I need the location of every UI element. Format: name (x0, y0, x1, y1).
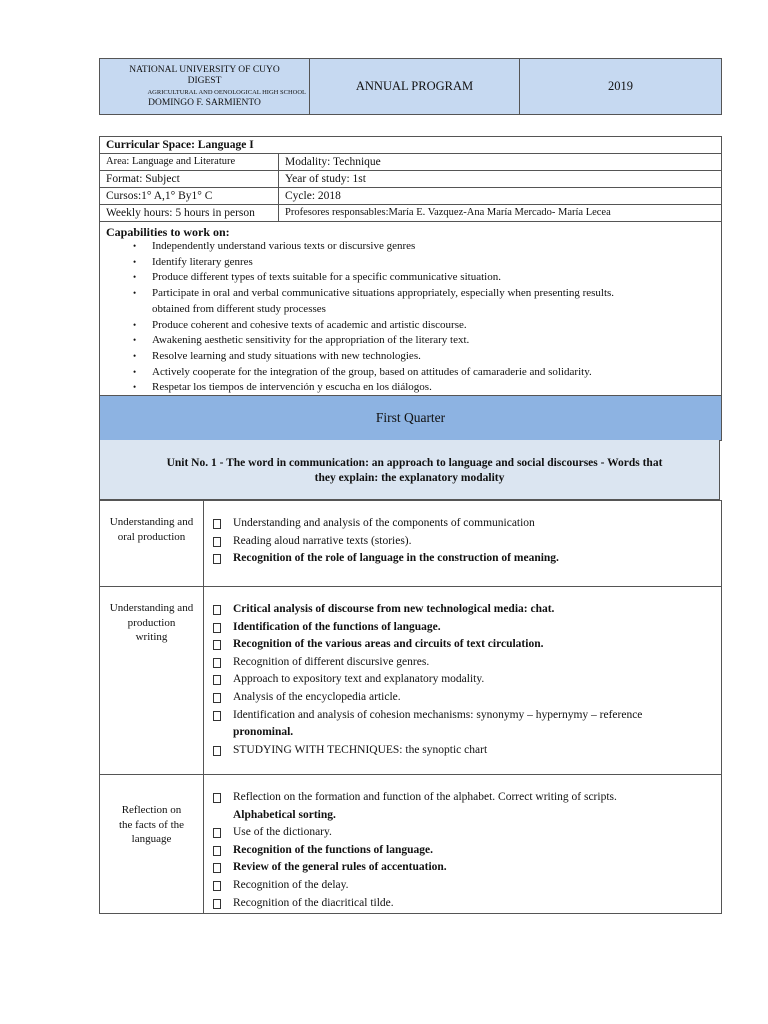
capability-item: • Identify literary genres (152, 255, 715, 271)
unit-title-line2: they explain: the explanatory modality (314, 472, 505, 484)
teachers: Profesores responsables:María E. Vazquez-Ana María Mercado- María Lecea (279, 205, 722, 222)
program-title: ANNUAL PROGRAM (310, 59, 520, 115)
institution-school: AGRICULTURAL AND OENOLOGICAL HIGH SCHOOL (147, 88, 306, 96)
content-item: Review of the general rules of accentuation. (211, 859, 717, 877)
content-item: Recognition of different discursive genres. (211, 654, 717, 672)
curricular-space: Curricular Space: Language I (100, 137, 722, 154)
capabilities-cell (100, 222, 722, 398)
content-item: Use of the dictionary. (211, 824, 717, 842)
institution-cell (100, 59, 310, 115)
capability-item: • Awakening aesthetic sensitivity for the appropriation of the literary text. (152, 333, 715, 349)
content-table (99, 500, 722, 914)
unit-heading (99, 440, 720, 500)
content-item: Recognition of the role of language in the construction of meaning. (211, 550, 717, 568)
content-item: STUDYING WITH TECHNIQUES: the synoptic chart (211, 742, 717, 760)
capability-item: • Participate in oral and verbal communicative situations appropriately, especially when presenting results. (152, 286, 715, 302)
section-items (204, 587, 722, 775)
institution-name: NATIONAL UNIVERSITY OF CUYO (129, 64, 280, 75)
content-item: Recognition of the diacritical tilde. (211, 895, 717, 913)
section-label: Reflection on the facts of the language (100, 775, 204, 914)
program-year: 2019 (520, 59, 722, 115)
modality: Modality: Technique (279, 154, 722, 171)
content-item: Approach to expository text and explanatory modality. (211, 671, 717, 689)
section-items (204, 501, 722, 587)
header-table (99, 58, 722, 115)
content-item: Recognition of the functions of language. (211, 842, 717, 860)
content-item: Identification of the functions of language. (211, 619, 717, 637)
info-table (99, 136, 722, 397)
capability-item: • Respetar los tiempos de intervención y escucha en los diálogos. (152, 380, 715, 396)
weekly-hours: Weekly hours: 5 hours in person (100, 205, 279, 222)
capabilities-list (106, 239, 715, 396)
content-item: Reading aloud narrative texts (stories). (211, 533, 717, 551)
year-of-study: Year of study: 1st (279, 171, 722, 188)
capability-item: • Actively cooperate for the integration of the group, based on attitudes of camaraderie and solidarity. (152, 365, 715, 381)
section-label: Understanding and production writing (100, 587, 204, 775)
content-item: Recognition of the delay. (211, 877, 717, 895)
institution-digest: DIGEST (187, 75, 222, 86)
institution-sarmiento: DOMINGO F. SARMIENTO (148, 97, 261, 108)
quarter-heading: First Quarter (99, 395, 722, 441)
content-item: Reflection on the formation and function of the alphabet. Correct writing of scripts. Alphabetical sorting. (211, 789, 717, 824)
content-item: Recognition of the various areas and circuits of text circulation. (211, 636, 717, 654)
content-item: Critical analysis of discourse from new technological media: chat. (211, 601, 717, 619)
format: Format: Subject (100, 171, 279, 188)
unit-title-line1: Unit No. 1 - The word in communication: an approach to language and social discourses - Words that (166, 457, 663, 469)
cycle: Cycle: 2018 (279, 188, 722, 205)
area: Area: Language and Literature (100, 154, 279, 171)
content-item: Understanding and analysis of the components of communication (211, 515, 717, 533)
content-item-continuation: pronominal. (233, 726, 294, 739)
section-items (204, 775, 722, 914)
section-label: Understanding and oral production (100, 501, 204, 587)
courses: Cursos:1° A,1° By1° C (100, 188, 279, 205)
capability-item: • Resolve learning and study situations with new technologies. (152, 349, 715, 365)
capability-item: • Produce coherent and cohesive texts of academic and artistic discourse. (152, 318, 715, 334)
content-item: Identification and analysis of cohesion mechanisms: synonymy – hypernymy – reference pronominal. (211, 707, 717, 742)
capabilities-title: Capabilities to work on: (106, 225, 230, 239)
content-item: Analysis of the encyclopedia article. (211, 689, 717, 707)
capability-item: • Independently understand various texts or discursive genres (152, 239, 715, 255)
content-item-continuation: Alphabetical sorting. (233, 808, 336, 821)
capability-item-continuation: obtained from different study processes (152, 302, 326, 315)
capability-item: • Produce different types of texts suitable for a specific communicative situation. (152, 270, 715, 286)
